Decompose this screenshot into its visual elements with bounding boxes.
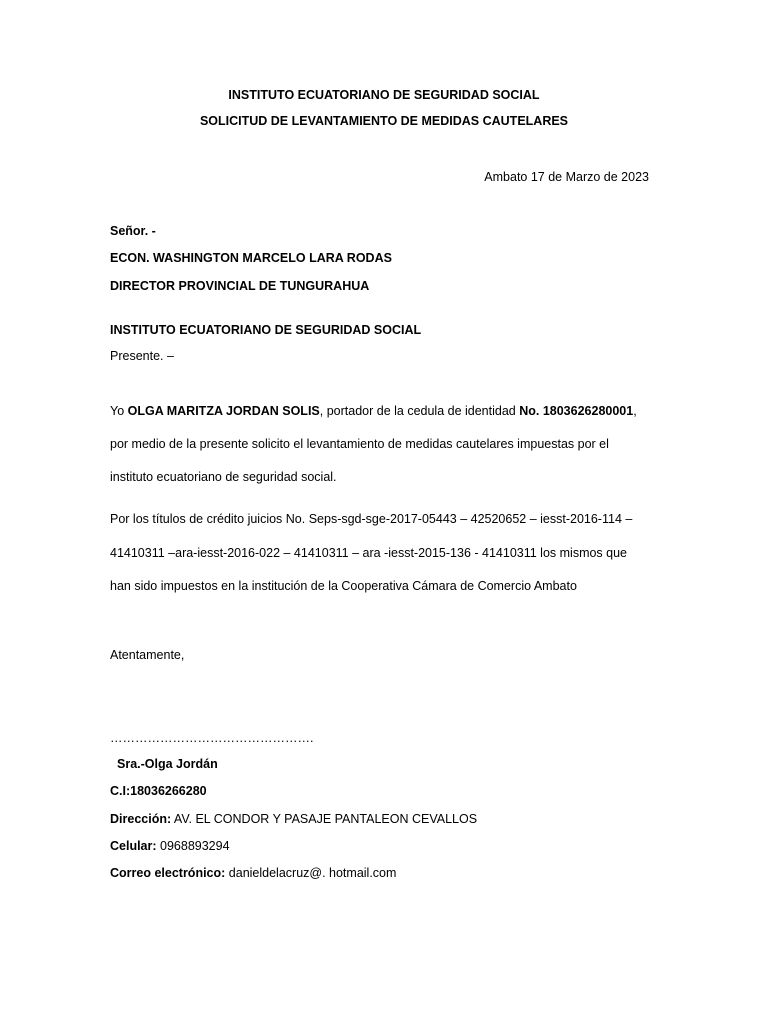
header-institution: INSTITUTO ECUATORIANO DE SEGURIDAD SOCIAL (228, 88, 540, 102)
closing: Atentamente, (110, 648, 185, 662)
signature-ci: C.I:18036266280 (110, 784, 207, 798)
address-label: Dirección: (110, 812, 172, 826)
recipient-presente: Presente. – (110, 349, 174, 363)
p1-mid: , portador de la cedula de identidad (319, 404, 520, 418)
applicant-id: No. 1803626280001 (519, 404, 634, 418)
body-paragraph-2-line-3: han sido impuestos en la institución de la Cooperativa Cámara de Comercio Ambato (110, 579, 577, 593)
date-line: Ambato 17 de Marzo de 2023 (484, 170, 649, 184)
signature-name: Sra.-Olga Jordán (117, 757, 218, 771)
signature-line: …………………………………………. (110, 731, 314, 745)
recipient-name: ECON. WASHINGTON MARCELO LARA RODAS (110, 251, 392, 265)
body-paragraph-1-line-2: por medio de la presente solicito el levantamiento de medidas cautelares impuestas por el (110, 437, 609, 451)
body-paragraph-2-line-1: Por los títulos de crédito juicios No. Seps-sgd-sge-2017-05443 – 42520652 – iesst-2016-114 – (110, 512, 633, 526)
body-paragraph-1-line-1 (110, 403, 637, 419)
body-paragraph-2-line-2: 41410311 –ara-iesst-2016-022 – 41410311 – ara -iesst-2015-136 - 41410311 los mismos que (110, 546, 628, 560)
recipient-institution: INSTITUTO ECUATORIANO DE SEGURIDAD SOCIAL (110, 323, 422, 337)
signature-email (110, 865, 396, 881)
email-label: Correo electrónico: (110, 866, 226, 880)
email-value: danieldelacruz@. hotmail.com (225, 866, 397, 880)
phone-label: Celular: (110, 839, 157, 853)
p1-prefix: Yo (110, 404, 128, 418)
phone-value: 0968893294 (156, 839, 230, 853)
header-subject: SOLICITUD DE LEVANTAMIENTO DE MEDIDAS CAUTELARES (199, 114, 569, 128)
signature-phone (110, 838, 230, 854)
applicant-name: OLGA MARITZA JORDAN SOLIS (127, 404, 320, 418)
recipient-salutation: Señor. - (110, 224, 156, 238)
address-value: AV. EL CONDOR Y PASAJE PANTALEON CEVALLOS (171, 812, 478, 826)
p1-suffix: , (633, 404, 637, 418)
body-paragraph-1-line-3: instituto ecuatoriano de seguridad social. (110, 470, 337, 484)
signature-address (110, 811, 477, 827)
recipient-position: DIRECTOR PROVINCIAL DE TUNGURAHUA (110, 279, 370, 293)
